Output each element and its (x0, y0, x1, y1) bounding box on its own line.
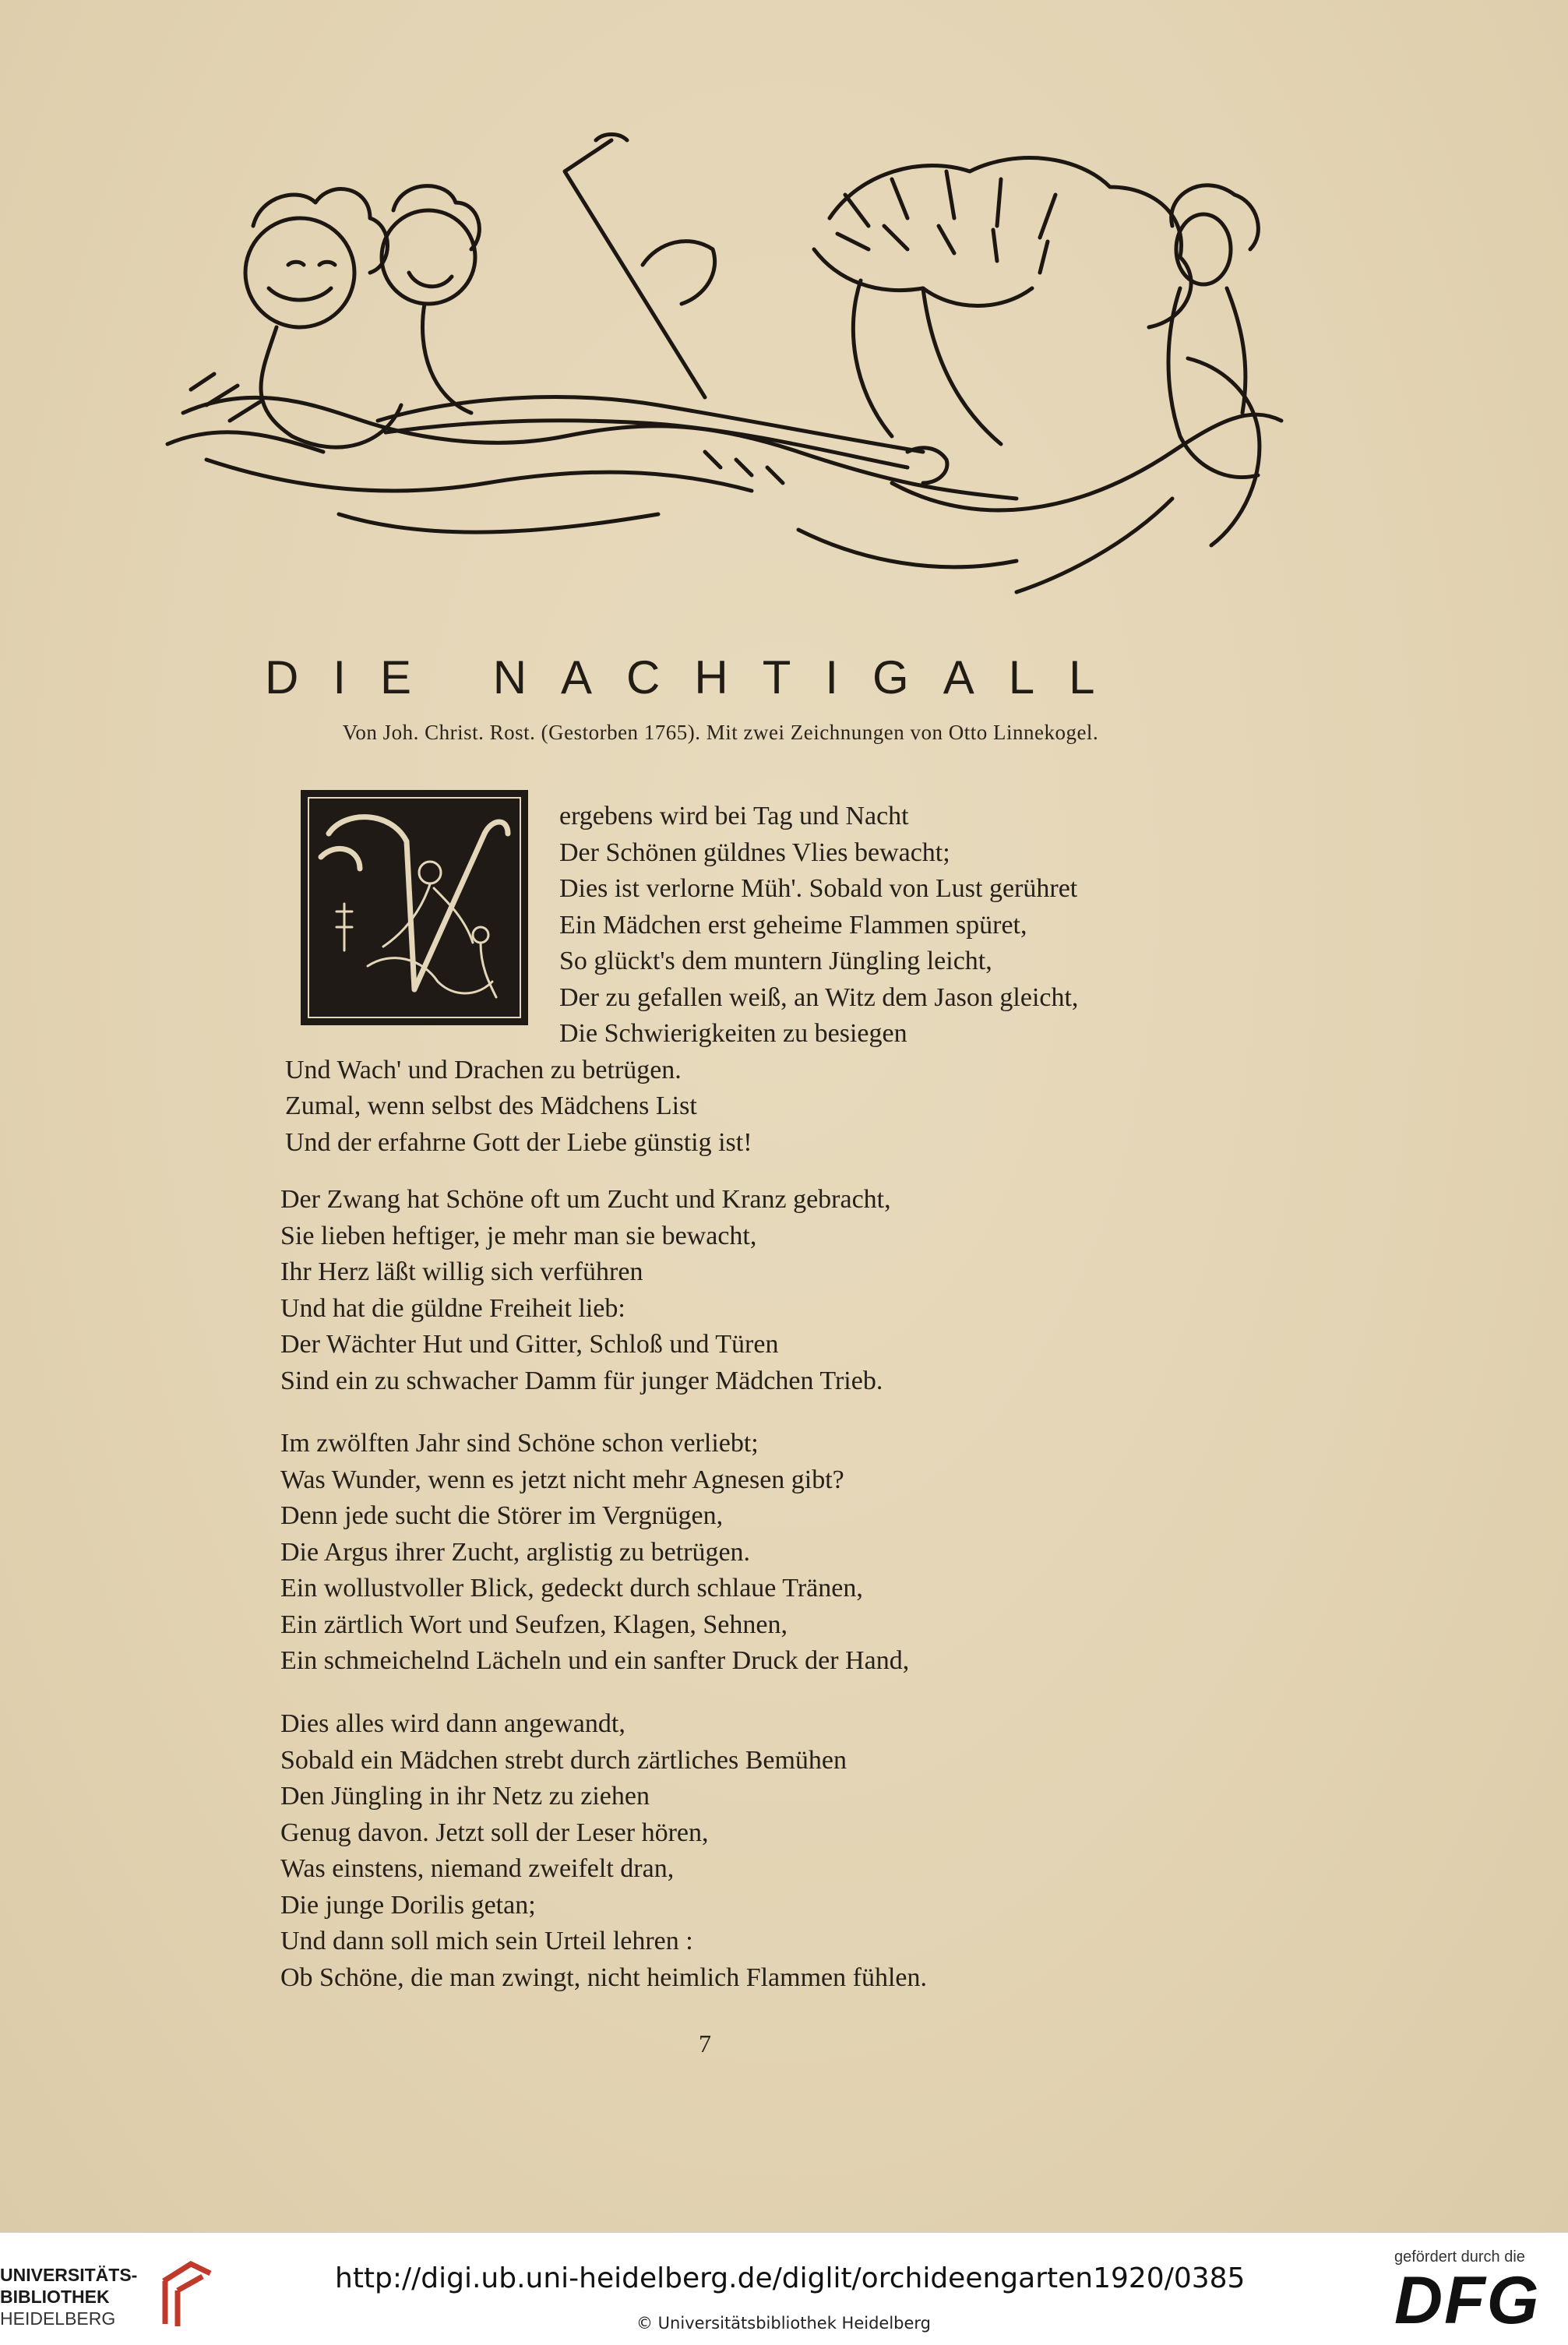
library-line-2: BIBLIOTHEK (0, 2287, 110, 2307)
dfg-logo[interactable]: DFG (1394, 2263, 1541, 2338)
poem-line: Genug davon. Jetzt soll der Leser hören, (280, 1818, 709, 1847)
poem-line: Der Zwang hat Schöne oft um Zucht und Kranz gebracht, (280, 1185, 891, 1214)
funding-caption: gefördert durch die (1394, 2248, 1525, 2266)
poem-line: Zumal, wenn selbst des Mädchens List (285, 1091, 697, 1120)
footer-bar (0, 2232, 1568, 2345)
poem-line: Die junge Dorilis getan; (280, 1890, 536, 1920)
library-line-1: UNIVERSITÄTS- (0, 2265, 138, 2285)
poem-line: Ein zärtlich Wort und Seufzen, Klagen, Sehnen, (280, 1610, 788, 1639)
library-logo-icon (156, 2258, 218, 2328)
stanza-1 (280, 799, 1078, 1161)
copyright-notice: © Universitätsbibliothek Heidelberg (636, 2314, 932, 2333)
poem-line: Und der erfahrne Gott der Liebe günstig ist! (285, 1127, 752, 1157)
poem-line: Und hat die güldne Freiheit lieb: (280, 1293, 625, 1323)
poem-line: Und Wach' und Drachen zu betrügen. (285, 1055, 682, 1084)
poem-line: Dies alles wird dann angewandt, (280, 1709, 625, 1738)
stanza-3 (280, 1426, 909, 1680)
poem-line: Ein Mädchen erst geheime Flammen spüret, (559, 910, 1027, 940)
page-title: DIE NACHTIGALL (265, 651, 1129, 704)
stanza-4 (280, 1706, 927, 1996)
poem-line: Ob Schöne, die man zwingt, nicht heimlich Flammen fühlen. (280, 1962, 927, 1992)
poem-line: Den Jüngling in ihr Netz zu ziehen (280, 1782, 650, 1811)
poem-line: Die Argus ihrer Zucht, arglistig zu betrügen. (280, 1537, 751, 1567)
library-name[interactable] (0, 2264, 137, 2329)
poem-line: Der Wächter Hut und Gitter, Schloß und Türen (280, 1330, 779, 1359)
poem-line: Ihr Herz läßt willig sich verführen (280, 1257, 643, 1286)
poem-line: Und dann soll mich sein Urteil lehren : (280, 1927, 693, 1955)
poem-line: Sie lieben heftiger, je mehr man sie bewacht, (280, 1221, 757, 1250)
poem-line: Sobald ein Mädchen strebt durch zärtliches Bemühen (280, 1745, 847, 1775)
byline: Von Joh. Christ. Rost. (Gestorben 1765). Mit zwei Zeichnungen von Otto Linnekogel. (342, 721, 1099, 744)
poem-line: Der Schönen güldnes Vlies bewacht; (559, 838, 950, 867)
poem-line: Ein wollustvoller Blick, gedeckt durch schlaue Tränen, (280, 1574, 863, 1603)
page-number: 7 (699, 2029, 711, 2058)
header-illustration (160, 125, 1293, 612)
permalink-url[interactable]: http://digi.ub.uni-heidelberg.de/diglit/orchideengarten1920/0385 (335, 2262, 1246, 2294)
poem-line: Dies ist verlorne Müh'. Sobald von Lust gerühret (559, 874, 1078, 903)
poem-line: Ein schmeichelnd Lächeln und ein sanfter Druck der Hand, (280, 1646, 910, 1675)
poem-line: Sind ein zu schwacher Damm für junger Mädchen Trieb. (280, 1366, 883, 1395)
poem-line: Der zu gefallen weiß, an Witz dem Jason gleicht, (559, 982, 1079, 1012)
library-line-3: HEIDELBERG (0, 2308, 116, 2329)
poem-line: ergebens wird bei Tag und Nacht (559, 802, 909, 830)
poem-line: Was Wunder, wenn es jetzt nicht mehr Agnesen gibt? (280, 1465, 844, 1494)
stanza-2 (280, 1182, 891, 1399)
poem-line: So glückt's dem muntern Jüngling leicht, (559, 947, 992, 975)
poem-line: Die Schwierigkeiten zu besiegen (559, 1019, 907, 1048)
poem-line: Was einstens, niemand zweifelt dran, (280, 1854, 675, 1883)
poem-line: Im zwölften Jahr sind Schöne schon verliebt; (280, 1429, 759, 1458)
poem-line: Denn jede sucht die Störer im Vergnügen, (280, 1501, 724, 1530)
